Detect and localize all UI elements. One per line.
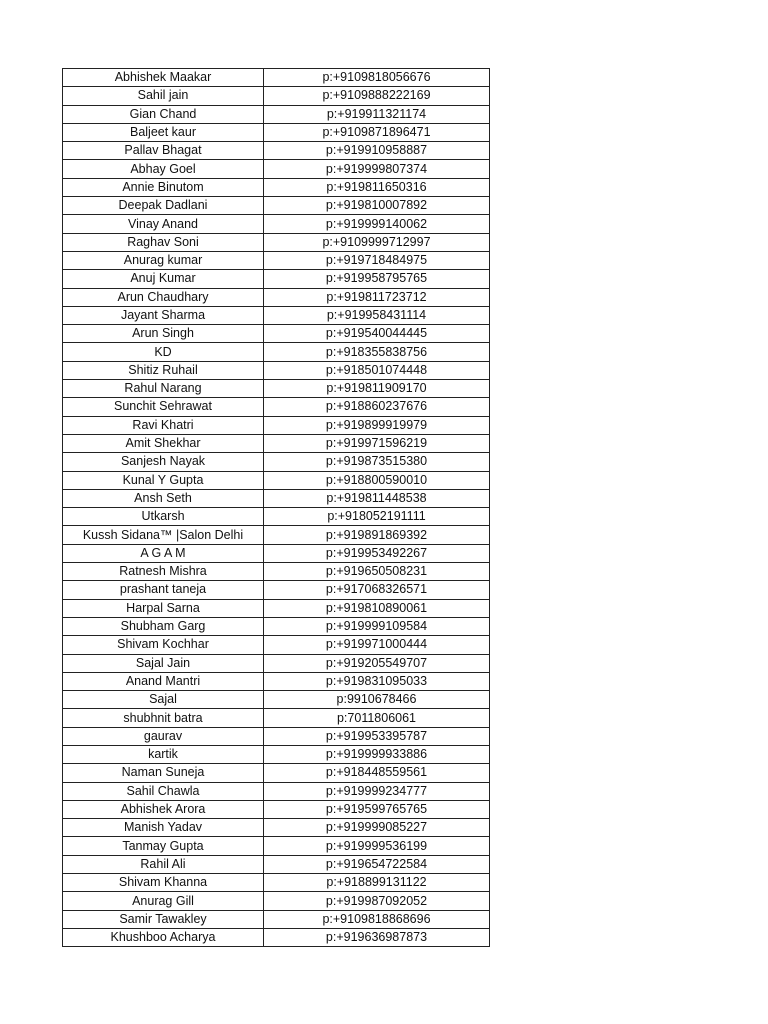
contact-phone-cell: p:+919654722584 (264, 855, 490, 873)
contact-phone-cell: p:+9109818056676 (264, 69, 490, 87)
contact-name-cell: Raghav Soni (63, 233, 264, 251)
contact-phone-cell: p:+919811650316 (264, 178, 490, 196)
table-row (63, 508, 490, 526)
contact-phone-cell: p:+919718484975 (264, 251, 490, 269)
table-row (63, 745, 490, 763)
contact-name-cell: shubhnit batra (63, 709, 264, 727)
contact-phone-cell: p:+919999536199 (264, 837, 490, 855)
contact-phone-cell: p:+918899131122 (264, 874, 490, 892)
table-row (63, 434, 490, 452)
table-row (63, 325, 490, 343)
table-row (63, 855, 490, 873)
contact-phone-cell: p:+918860237676 (264, 398, 490, 416)
table-row (63, 105, 490, 123)
contact-phone-cell: p:+919810890061 (264, 599, 490, 617)
contact-phone-cell: p:+9109818868696 (264, 910, 490, 928)
table-row (63, 672, 490, 690)
contact-name-cell: Baljeet kaur (63, 123, 264, 141)
contact-phone-cell: p:+918355838756 (264, 343, 490, 361)
table-row (63, 874, 490, 892)
table-row (63, 782, 490, 800)
contact-name-cell: Abhishek Maakar (63, 69, 264, 87)
contact-name-cell: Ansh Seth (63, 489, 264, 507)
contact-phone-cell: p:+919971000444 (264, 636, 490, 654)
contact-name-cell: Anurag Gill (63, 892, 264, 910)
contact-name-cell: Tanmay Gupta (63, 837, 264, 855)
contact-name-cell: Gian Chand (63, 105, 264, 123)
contact-name-cell: Manish Yadav (63, 819, 264, 837)
contact-name-cell: Anurag kumar (63, 251, 264, 269)
table-row (63, 416, 490, 434)
contact-name-cell: Rahil Ali (63, 855, 264, 873)
table-row (63, 709, 490, 727)
contact-phone-cell: p:+919540044445 (264, 325, 490, 343)
contact-name-cell: prashant taneja (63, 581, 264, 599)
contact-phone-cell: p:+919811448538 (264, 489, 490, 507)
table-row (63, 215, 490, 233)
table-row (63, 288, 490, 306)
contact-name-cell: Utkarsh (63, 508, 264, 526)
table-row (63, 599, 490, 617)
contact-name-cell: Arun Singh (63, 325, 264, 343)
contact-phone-cell: p:+919953492267 (264, 544, 490, 562)
table-row (63, 489, 490, 507)
table-row (63, 123, 490, 141)
contact-name-cell: Ravi Khatri (63, 416, 264, 434)
table-row (63, 270, 490, 288)
table-row (63, 928, 490, 946)
contact-name-cell: Shivam Khanna (63, 874, 264, 892)
table-row (63, 563, 490, 581)
table-row (63, 361, 490, 379)
contact-name-cell: Shitiz Ruhail (63, 361, 264, 379)
contact-name-cell: Jayant Sharma (63, 306, 264, 324)
contact-name-cell: Kussh Sidana™ |Salon Delhi (63, 526, 264, 544)
contact-name-cell: Rahul Narang (63, 380, 264, 398)
contact-name-cell: gaurav (63, 727, 264, 745)
contact-phone-cell: p:+918800590010 (264, 471, 490, 489)
contact-phone-cell: p:+919999140062 (264, 215, 490, 233)
table-row (63, 69, 490, 87)
table-row (63, 178, 490, 196)
contact-phone-cell: p:+919636987873 (264, 928, 490, 946)
contact-name-cell: Pallav Bhagat (63, 142, 264, 160)
table-row (63, 471, 490, 489)
table-row (63, 764, 490, 782)
table-row (63, 343, 490, 361)
contact-name-cell: Amit Shekhar (63, 434, 264, 452)
contact-phone-cell: p:+9109871896471 (264, 123, 490, 141)
contact-name-cell: Khushboo Acharya (63, 928, 264, 946)
table-row (63, 691, 490, 709)
table-row (63, 233, 490, 251)
contact-name-cell: Sajal Jain (63, 654, 264, 672)
contact-name-cell: Sahil Chawla (63, 782, 264, 800)
table-row (63, 380, 490, 398)
table-row (63, 160, 490, 178)
table-row (63, 581, 490, 599)
contacts-table-body (63, 69, 490, 947)
contact-phone-cell: p:9910678466 (264, 691, 490, 709)
contact-phone-cell: p:7011806061 (264, 709, 490, 727)
contact-phone-cell: p:+919911321174 (264, 105, 490, 123)
table-row (63, 910, 490, 928)
contact-phone-cell: p:+919891869392 (264, 526, 490, 544)
table-row (63, 727, 490, 745)
table-row (63, 819, 490, 837)
contact-phone-cell: p:+919599765765 (264, 800, 490, 818)
contact-name-cell: Anand Mantri (63, 672, 264, 690)
contact-phone-cell: p:+919873515380 (264, 453, 490, 471)
table-row (63, 636, 490, 654)
contact-name-cell: kartik (63, 745, 264, 763)
table-row (63, 87, 490, 105)
contact-phone-cell: p:+919810007892 (264, 197, 490, 215)
contact-phone-cell: p:+919999234777 (264, 782, 490, 800)
contact-name-cell: Kunal Y Gupta (63, 471, 264, 489)
contact-phone-cell: p:+919831095033 (264, 672, 490, 690)
contact-name-cell: Sunchit Sehrawat (63, 398, 264, 416)
contact-name-cell: Vinay Anand (63, 215, 264, 233)
contact-phone-cell: p:+919205549707 (264, 654, 490, 672)
contact-name-cell: A G A M (63, 544, 264, 562)
contact-name-cell: Deepak Dadlani (63, 197, 264, 215)
table-row (63, 251, 490, 269)
contact-name-cell: Sanjesh Nayak (63, 453, 264, 471)
contact-phone-cell: p:+919971596219 (264, 434, 490, 452)
contact-phone-cell: p:+918052191111 (264, 508, 490, 526)
table-row (63, 526, 490, 544)
contact-phone-cell: p:+917068326571 (264, 581, 490, 599)
contact-phone-cell: p:+919910958887 (264, 142, 490, 160)
contact-phone-cell: p:+918448559561 (264, 764, 490, 782)
contact-name-cell: Harpal Sarna (63, 599, 264, 617)
contact-name-cell: Shivam Kochhar (63, 636, 264, 654)
contact-name-cell: KD (63, 343, 264, 361)
table-row (63, 892, 490, 910)
table-row (63, 800, 490, 818)
table-row (63, 837, 490, 855)
table-row (63, 306, 490, 324)
table-row (63, 142, 490, 160)
table-row (63, 654, 490, 672)
contact-phone-cell: p:+918501074448 (264, 361, 490, 379)
contact-phone-cell: p:+9109999712997 (264, 233, 490, 251)
contact-name-cell: Arun Chaudhary (63, 288, 264, 306)
contact-name-cell: Shubham Garg (63, 617, 264, 635)
contact-name-cell: Ratnesh Mishra (63, 563, 264, 581)
contact-name-cell: Samir Tawakley (63, 910, 264, 928)
table-row (63, 398, 490, 416)
contact-name-cell: Sajal (63, 691, 264, 709)
contact-name-cell: Anuj Kumar (63, 270, 264, 288)
table-row (63, 617, 490, 635)
table-row (63, 197, 490, 215)
contact-phone-cell: p:+919999085227 (264, 819, 490, 837)
contact-phone-cell: p:+919953395787 (264, 727, 490, 745)
contact-phone-cell: p:+919999109584 (264, 617, 490, 635)
contact-phone-cell: p:+919958795765 (264, 270, 490, 288)
contact-phone-cell: p:+919999807374 (264, 160, 490, 178)
contact-phone-cell: p:+919999933886 (264, 745, 490, 763)
contact-phone-cell: p:+919958431114 (264, 306, 490, 324)
contact-phone-cell: p:+919899919979 (264, 416, 490, 434)
contact-name-cell: Sahil jain (63, 87, 264, 105)
contacts-table (62, 68, 490, 947)
contact-name-cell: Annie Binutom (63, 178, 264, 196)
contact-phone-cell: p:+919650508231 (264, 563, 490, 581)
contact-name-cell: Abhay Goel (63, 160, 264, 178)
table-row (63, 453, 490, 471)
contact-phone-cell: p:+919811723712 (264, 288, 490, 306)
contact-phone-cell: p:+919987092052 (264, 892, 490, 910)
contact-name-cell: Abhishek Arora (63, 800, 264, 818)
contact-phone-cell: p:+9109888222169 (264, 87, 490, 105)
table-row (63, 544, 490, 562)
contact-phone-cell: p:+919811909170 (264, 380, 490, 398)
contact-name-cell: Naman Suneja (63, 764, 264, 782)
